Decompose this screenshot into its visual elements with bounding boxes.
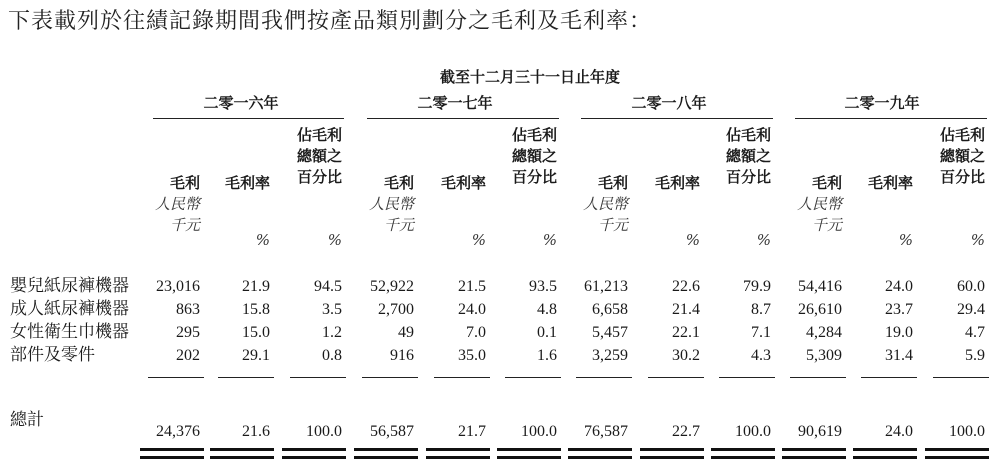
total-double-rule (568, 456, 632, 459)
table-cell: 24.0 (885, 278, 913, 295)
table-cell: 4.8 (537, 301, 557, 318)
total-double-rule (426, 448, 490, 451)
table-cell: 0.8 (322, 347, 342, 364)
total-cell: 21.6 (242, 423, 270, 440)
table-cell: 3,259 (592, 347, 628, 364)
unit-label-share: % (327, 231, 342, 249)
table-cell: 202 (176, 347, 200, 364)
table-cell: 6,658 (592, 301, 628, 318)
total-cell: 24.0 (885, 423, 913, 440)
column-header-share: 佔毛利 總額之 百分比 (725, 126, 771, 186)
unit-label-gross-profit: 人民幣 千元 (368, 195, 414, 234)
total-double-rule (210, 456, 274, 459)
table-cell: 4,284 (806, 324, 842, 341)
year-header: 二零一六年 (203, 94, 279, 112)
subtotal-rule (576, 377, 632, 378)
total-double-rule (282, 448, 346, 451)
total-double-rule (497, 448, 561, 451)
subtotal-rule (434, 377, 490, 378)
intro-text: 下表載列於往績記錄期間我們按產品類別劃分之毛利及毛利率： (8, 9, 653, 34)
total-double-rule (853, 448, 917, 451)
table-cell: 3.5 (322, 301, 342, 318)
total-cell: 76,587 (584, 423, 628, 440)
period-header: 截至十二月三十一日止年度 (440, 68, 621, 86)
total-double-rule (782, 448, 846, 451)
column-header-gross-margin: 毛利率 (224, 174, 270, 192)
subtotal-rule (933, 377, 989, 378)
table-cell: 30.2 (672, 347, 700, 364)
total-double-rule (497, 456, 561, 459)
unit-label-gross-margin: % (898, 231, 913, 249)
table-cell: 21.4 (672, 301, 700, 318)
table-cell: 5.9 (965, 347, 985, 364)
row-label: 女性衛生巾機器 (10, 322, 129, 342)
unit-label-gross-margin: % (471, 231, 486, 249)
table-cell: 31.4 (885, 347, 913, 364)
column-header-gross-margin: 毛利率 (654, 174, 700, 192)
table-cell: 21.5 (458, 278, 486, 295)
unit-label-gross-profit: 人民幣 千元 (154, 195, 200, 234)
table-cell: 93.5 (529, 278, 557, 295)
column-header-gross-margin: 毛利率 (867, 174, 913, 192)
table-cell: 61,213 (584, 278, 628, 295)
column-header-gross-margin: 毛利率 (440, 174, 486, 192)
total-double-rule (711, 456, 775, 459)
total-cell: 90,619 (798, 423, 842, 440)
column-header-gross-profit: 毛利 (597, 174, 628, 192)
row-label: 部件及零件 (10, 345, 95, 365)
table-cell: 23,016 (156, 278, 200, 295)
table-cell: 79.9 (743, 278, 771, 295)
subtotal-rule (648, 377, 704, 378)
table-cell: 54,416 (798, 278, 842, 295)
table-cell: 1.6 (537, 347, 557, 364)
unit-label-share: % (970, 231, 985, 249)
table-cell: 26,610 (798, 301, 842, 318)
table-cell: 19.0 (885, 324, 913, 341)
total-double-rule (640, 456, 704, 459)
column-header-gross-profit: 毛利 (383, 174, 414, 192)
table-cell: 35.0 (458, 347, 486, 364)
year-underline (367, 118, 559, 119)
total-label: 總計 (10, 410, 44, 430)
column-header-gross-profit: 毛利 (169, 174, 200, 192)
year-underline (581, 118, 773, 119)
table-cell: 2,700 (378, 301, 414, 318)
table-cell: 29.1 (242, 347, 270, 364)
year-header: 二零一九年 (844, 94, 920, 112)
table-cell: 7.1 (751, 324, 771, 341)
table-cell: 29.4 (957, 301, 985, 318)
table-cell: 0.1 (537, 324, 557, 341)
table-cell: 94.5 (314, 278, 342, 295)
subtotal-rule (290, 377, 346, 378)
table-cell: 22.1 (672, 324, 700, 341)
total-double-rule (210, 448, 274, 451)
total-cell: 100.0 (949, 423, 985, 440)
table-cell: 15.8 (242, 301, 270, 318)
column-header-share: 佔毛利 總額之 百分比 (296, 126, 342, 186)
column-header-share: 佔毛利 總額之 百分比 (511, 126, 557, 186)
table-cell: 23.7 (885, 301, 913, 318)
table-cell: 863 (176, 301, 200, 318)
table-cell: 5,457 (592, 324, 628, 341)
total-double-rule (354, 448, 418, 451)
table-cell: 4.7 (965, 324, 985, 341)
total-double-rule (925, 456, 989, 459)
total-double-rule (140, 456, 204, 459)
table-cell: 24.0 (458, 301, 486, 318)
table-cell: 5,309 (806, 347, 842, 364)
subtotal-rule (362, 377, 418, 378)
total-cell: 100.0 (735, 423, 771, 440)
subtotal-rule (719, 377, 775, 378)
total-cell: 22.7 (672, 423, 700, 440)
table-cell: 60.0 (957, 278, 985, 295)
subtotal-rule (861, 377, 917, 378)
total-cell: 100.0 (306, 423, 342, 440)
year-header: 二零一八年 (631, 94, 707, 112)
table-cell: 52,922 (370, 278, 414, 295)
table-cell: 916 (390, 347, 414, 364)
unit-label-gross-margin: % (255, 231, 270, 249)
total-cell: 100.0 (521, 423, 557, 440)
table-cell: 1.2 (322, 324, 342, 341)
subtotal-rule (790, 377, 846, 378)
unit-label-gross-profit: 人民幣 千元 (582, 195, 628, 234)
subtotal-rule (505, 377, 561, 378)
column-header-share: 佔毛利 總額之 百分比 (939, 126, 985, 186)
total-double-rule (282, 456, 346, 459)
table-cell: 21.9 (242, 278, 270, 295)
total-cell: 21.7 (458, 423, 486, 440)
total-double-rule (640, 448, 704, 451)
total-double-rule (140, 448, 204, 451)
total-double-rule (925, 448, 989, 451)
unit-label-gross-margin: % (685, 231, 700, 249)
total-double-rule (354, 456, 418, 459)
total-double-rule (782, 456, 846, 459)
total-cell: 24,376 (156, 423, 200, 440)
total-double-rule (426, 456, 490, 459)
year-underline (153, 118, 344, 119)
total-double-rule (568, 448, 632, 451)
row-label: 成人紙尿褲機器 (10, 299, 129, 319)
table-cell: 4.3 (751, 347, 771, 364)
table-cell: 49 (398, 324, 414, 341)
table-cell: 8.7 (751, 301, 771, 318)
column-header-gross-profit: 毛利 (811, 174, 842, 192)
table-cell: 15.0 (242, 324, 270, 341)
total-double-rule (711, 448, 775, 451)
total-double-rule (853, 456, 917, 459)
year-underline (795, 118, 987, 119)
year-header: 二零一七年 (417, 94, 493, 112)
table-cell: 22.6 (672, 278, 700, 295)
subtotal-rule (218, 377, 274, 378)
unit-label-gross-profit: 人民幣 千元 (796, 195, 842, 234)
total-cell: 56,587 (370, 423, 414, 440)
unit-label-share: % (756, 231, 771, 249)
unit-label-share: % (542, 231, 557, 249)
subtotal-rule (148, 377, 204, 378)
row-label: 嬰兒紙尿褲機器 (10, 276, 129, 296)
table-cell: 295 (176, 324, 200, 341)
table-cell: 7.0 (466, 324, 486, 341)
